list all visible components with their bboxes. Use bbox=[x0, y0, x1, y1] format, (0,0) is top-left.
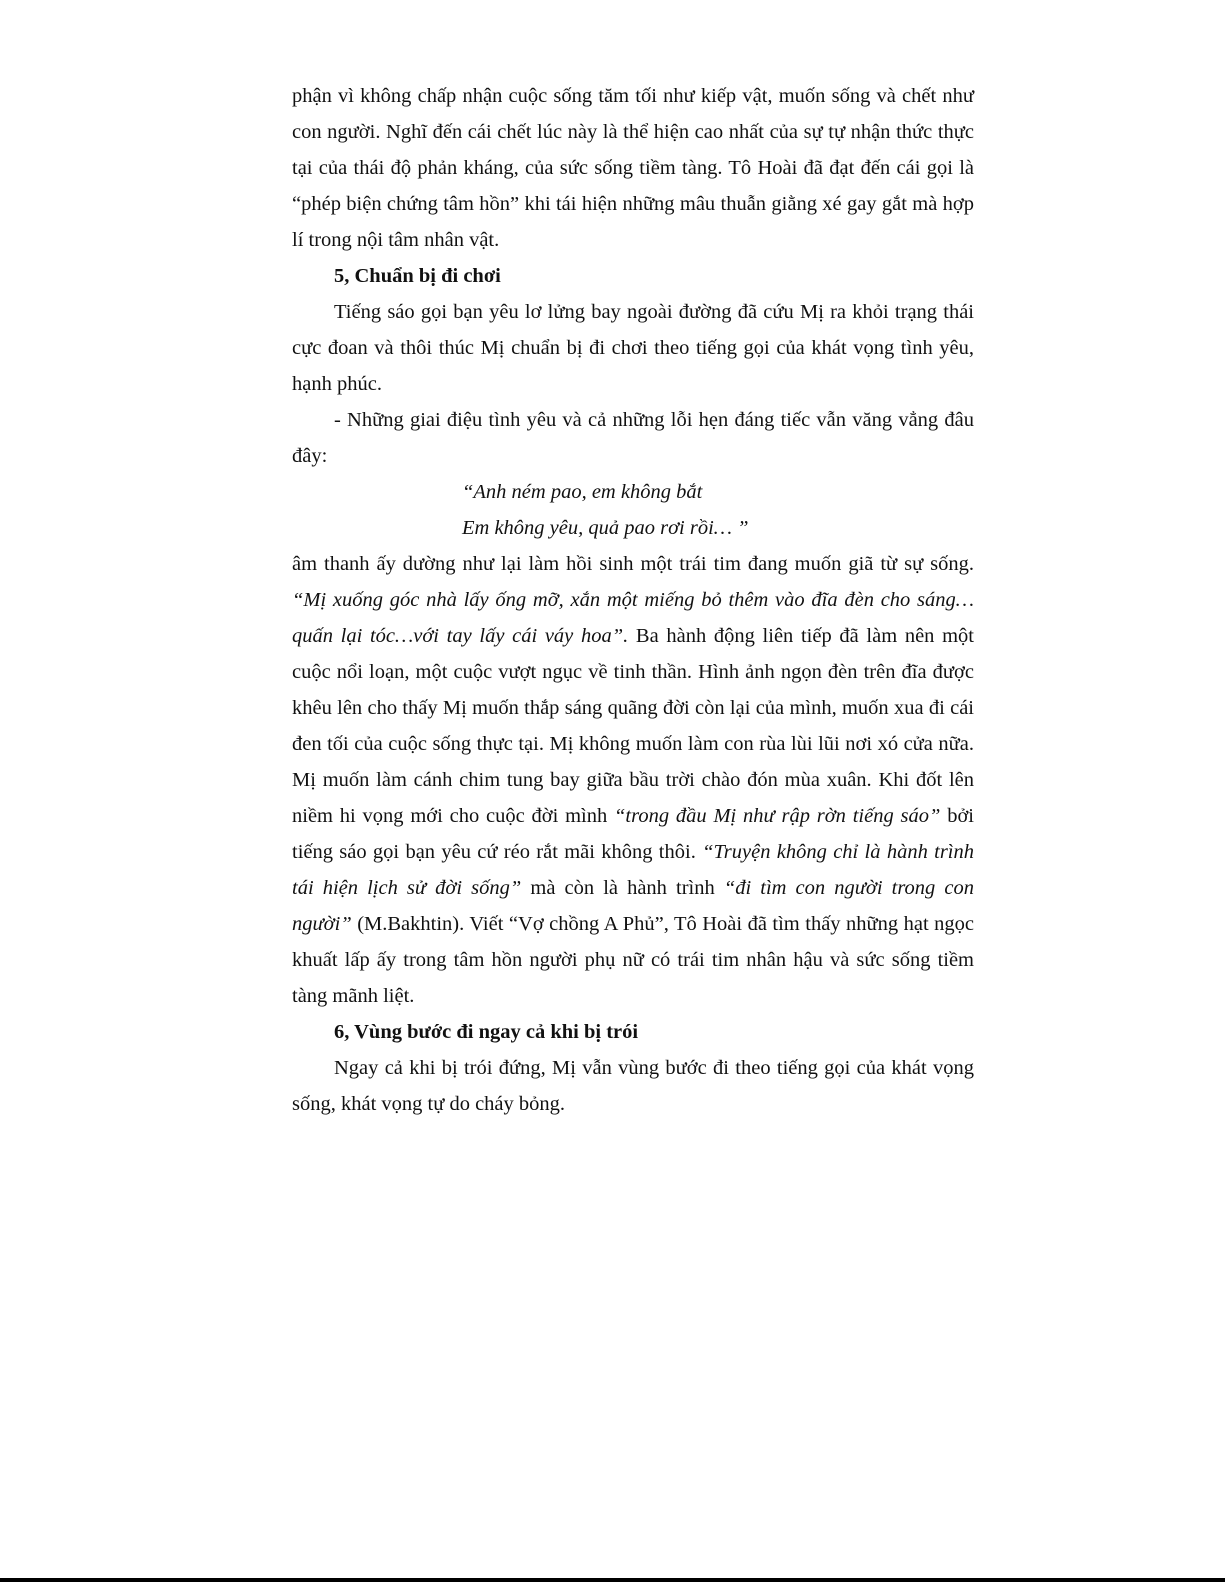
paragraph-flute-call: Tiếng sáo gọi bạn yêu lơ lửng bay ngoài đường đã cứu Mị ra khỏi trạng thái cực đoan và thôi thúc Mị chuẩn bị đi chơi theo tiếng gọi của khát vọng tình yêu, hạnh phúc. bbox=[292, 301, 974, 395]
text-run: (M.Bakhtin). Viết “Vợ chồng A Phủ”, Tô Hoài đã tìm thấy những hạt ngọc khuất lấp ấy trong tâm hồn người phụ nữ có trái tim nhân hậu và sức sống tiềm tàng mãnh liệt. bbox=[292, 913, 974, 1007]
poem-line-1: “Anh ném pao, em không bắt bbox=[462, 481, 703, 503]
section-heading-5: 5, Chuẩn bị đi chơi bbox=[334, 265, 501, 287]
quote-run: “đi tìm con người trong con người” bbox=[292, 877, 974, 935]
quote-run: “Mị xuống góc nhà lấy ống mỡ, xắn một miếng bỏ thêm vào đĩa đèn cho sáng… quấn lại tóc…với tay lấy cái váy hoa”. bbox=[292, 589, 974, 647]
paragraph-bound: Ngay cả khi bị trói đứng, Mị vẫn vùng bước đi theo tiếng gọi của khát vọng sống, khát vọng tự do cháy bỏng. bbox=[292, 1057, 974, 1115]
paragraph-revival bbox=[292, 546, 974, 1014]
section-heading-6: 6, Vùng bước đi ngay cả khi bị trói bbox=[334, 1021, 639, 1043]
text-run: âm thanh ấy dường như lại làm hồi sinh một trái tim đang muốn giã từ sự sống. bbox=[292, 553, 974, 575]
text-run: Ba hành động liên tiếp đã làm nên một cuộc nổi loạn, một cuộc vượt ngục về tinh thần. Hình ảnh ngọn đèn trên đĩa được khêu lên cho thấy Mị muốn thắp sáng quãng đời còn lại của mình, muốn xua đi cái đen tối của cuộc sống thực tại. Mị không muốn làm con rùa lùi lũi nơi xó cửa nữa. Mị muốn làm cánh chim tung bay giữa bầu trời chào đón mùa xuân. Khi đốt lên niềm hi vọng mới cho cuộc đời mình bbox=[292, 625, 974, 827]
quote-run: “Truyện không chỉ là hành trình tái hiện lịch sử đời sống” bbox=[292, 841, 974, 899]
paragraph-continuation: phận vì không chấp nhận cuộc sống tăm tối như kiếp vật, muốn sống và chết như con người. Nghĩ đến cái chết lúc này là thể hiện cao nhất của sự tự nhận thức thực tại của thái độ phản kháng, của sức sống tiềm tàng. Tô Hoài đã đạt đến cái gọi là “phép biện chứng tâm hồn” khi tái hiện những mâu thuẫn giằng xé gay gắt mà hợp lí trong nội tâm nhân vật. bbox=[292, 85, 974, 251]
quote-run: “trong đầu Mị như rập rờn tiếng sáo” bbox=[614, 805, 941, 827]
paragraph-melodies: - Những giai điệu tình yêu và cả những lỗi hẹn đáng tiếc vẫn văng vẳng đâu đây: bbox=[292, 409, 974, 467]
poem-line-2: Em không yêu, quả pao rơi rồi… ” bbox=[462, 517, 749, 539]
poem-quote bbox=[292, 474, 974, 546]
page-bottom-border bbox=[0, 1578, 1225, 1582]
text-run: mà còn là hành trình bbox=[521, 877, 724, 899]
document-body bbox=[292, 78, 974, 1122]
text-run: bởi tiếng sáo gọi bạn yêu cứ réo rắt mãi không thôi. bbox=[292, 805, 974, 863]
